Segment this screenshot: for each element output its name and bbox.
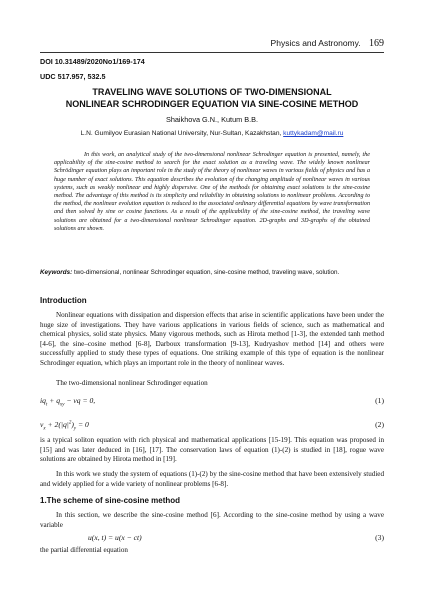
authors: Shaikhova G.N., Kutum B.B.	[165, 115, 259, 124]
keywords	[40, 268, 370, 277]
email-link[interactable]: kuttykadam@mail.ru	[283, 130, 344, 137]
page-number: 169	[369, 38, 384, 49]
keywords-list: two-dimensional, nonlinear Schrodinger equation, sine-cosine method, traveling wave, solution.	[72, 269, 340, 276]
intro-paragraph-3: is a typical soliton equation with rich physical and mathematical applications [15-19]. This equation was proposed in [15] and was later deduced in [16], [17]. The conservation laws of equation (1)-(2) is studied in [18], rogue wave solutions are obtained by Hirota method in [19].	[40, 436, 384, 464]
section-heading-introduction: Introduction	[40, 296, 87, 305]
title-line-1: TRAVELING WAVE SOLUTIONS OF TWO-DIMENSIONAL	[92, 87, 332, 97]
intro-paragraph-4: In this work we study the system of equations (1)-(2) by the sine-cosine method that have been extensively studied and widely applied for a wide variety of nonlinear problems [6-8].	[40, 470, 384, 488]
title-line-2: NONLINEAR SCHRODINGER EQUATION VIA SINE-COSINE METHOD	[65, 98, 359, 109]
scheme-paragraph-1: In this section, we describe the sine-cosine method [6]. According to the sine-cosine method by using a wave variable	[40, 511, 384, 529]
affiliation	[40, 130, 384, 137]
doi: DOI 10.31489/2020No1/169-174	[40, 57, 145, 66]
equation-1-number: (1)	[375, 396, 384, 405]
section-heading-scheme: 1.The scheme of sine-cosine method	[40, 496, 181, 505]
udc: UDC 517.957, 532.5	[40, 72, 106, 81]
intro-paragraph-2: The two-dimensional nonlinear Schrodinger equation	[56, 379, 208, 387]
equation-2: $v_x + 2(|q|^2)_y = 0$ (2)	[40, 420, 384, 432]
affiliation-text: L.N. Gumilyov Eurasian National University, Nur-Sultan, Kazakhstan,	[80, 130, 284, 137]
scheme-paragraph-2: the partial differential equation	[40, 546, 128, 554]
equation-2-number: (2)	[375, 420, 384, 429]
paper-title	[40, 87, 384, 110]
equation-3: u(x, t) = u(x − ct) (3)	[88, 533, 384, 542]
equation-3-number: (3)	[375, 533, 384, 542]
abstract: In this work, an analytical study of the two-dimensional nonlinear Schrodinger equation is presented, namely, the applicability of the sine-cosine method to search for the exact solution as a traveling wave. The widely known nonlinear Schrödinger equation plays an important role in the study of the theory of nonlinear waves in various fields of physics and has a huge number of exact solutions. This equation describes the evolution of the changing amplitude of nonlinear waves in various systems, such as weakly nonlinear and highly dispersive. One of the methods for obtaining exact solutions is the sine-cosine method. The advantage of this method is its simplicity and reliability in obtaining solutions to nonlinear problems. According to the method, the nonlinear evolution equation is reduced to the associated ordinary differential equations by wave transformation and then solved by sine or cosine functions. As a result of the applicability of the sine-cosine method, the traveling wave solutions are obtained for a two-dimensional nonlinear Schrodinger equation. 2D-graphs and 3D-graphs of the obtained solutions are shown.	[54, 152, 370, 232]
intro-paragraph-1: Nonlinear equations with dissipation and dispersion effects that arise in scientific applications have been under the huge size of investigations. They have various applications in various fields of science, such as mathematical and chemical physics, solid state physics. Many vigorous methods, such as Hirota method [1-3], the extended tanh method [4-6], the sine–cosine method [6-8], Darboux transformation [9-13], Kudryashov method [14] and others were successfully applied to study these types of equations. One striking example of this type of equation is the nonlinear Schrodinger equation, which plays an important role in the theory of nonlinear waves.	[40, 311, 384, 367]
journal-section: Physics and Astronomy.	[270, 38, 361, 48]
keywords-label: Keywords:	[40, 269, 73, 276]
equation-1: $iq_t + q_{xy}$ − vq = 0, (1)	[40, 396, 384, 408]
running-header	[40, 36, 384, 50]
header-rule	[40, 52, 384, 53]
